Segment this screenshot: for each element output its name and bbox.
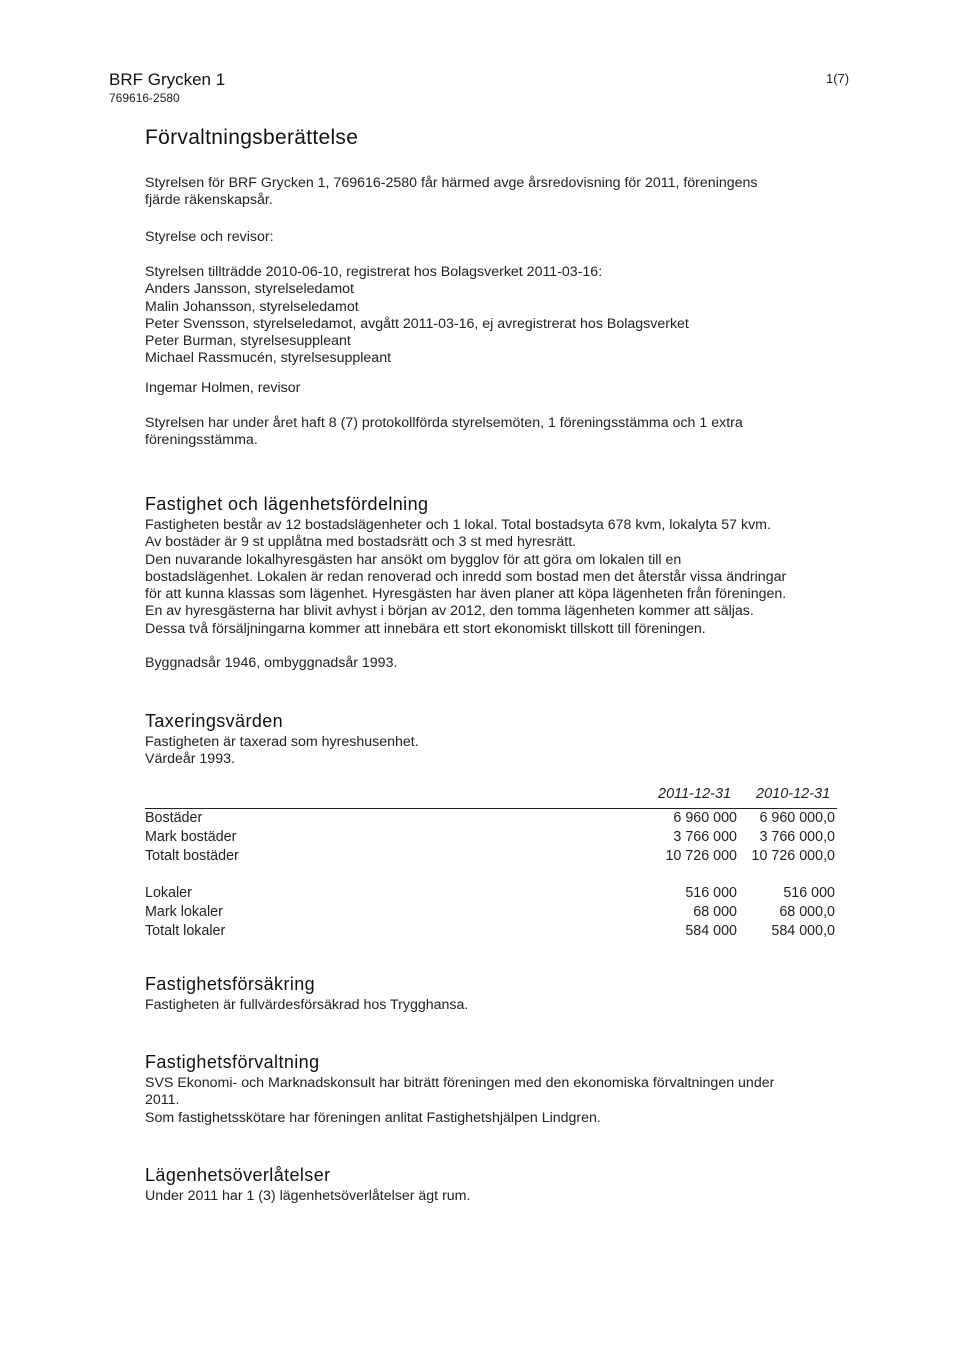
value-2010: 584 000,0 [771,923,835,939]
value-2010: 68 000,0 [779,904,835,920]
value-2010: 10 726 000,0 [751,848,835,864]
board-members [145,264,835,368]
board-member: Peter Svensson, styrelseledamot, avgått 2011-03-16, ej avregistrerat hos Bolagsverket [145,315,689,332]
value-2010: 3 766 000,0 [759,829,835,845]
section-heading-management: Fastighetsförvaltning [145,1052,320,1072]
document-title: Förvaltningsberättelse [145,126,359,149]
table-rule [145,808,837,809]
property-line: för att kunna klassas som lägenhet. Hyresgästen har även planer att köpa lägenheten från föreningen. [145,586,787,603]
management-paragraph [145,1075,835,1127]
table-row [145,829,837,847]
value-2011: 10 726 000 [665,848,737,864]
intro-line: Styrelsen för BRF Grycken 1, 769616-2580 får härmed avge årsredovisning för 2011, föreningens [145,175,758,191]
valuation-paragraph [145,734,835,769]
section-heading-property: Fastighet och lägenhetsfördelning [145,494,429,514]
section-heading-transfers: Lägenhetsöverlåtelser [145,1165,331,1185]
section-heading-valuation: Taxeringsvärden [145,711,284,731]
meetings-line: föreningsstämma. [145,432,258,449]
intro-paragraph [145,175,835,210]
management-line: Som fastighetsskötare har föreningen anlitat Fastighetshjälpen Lindgren. [145,1109,601,1126]
property-line: Den nuvarande lokalhyresgästen har ansökt om bygglov för att göra om lokalen till en [145,551,682,568]
table-row [145,885,837,903]
row-label: Mark lokaler [145,904,223,920]
section-heading-insurance: Fastighetsförsäkring [145,974,316,994]
row-label: Lokaler [145,885,192,901]
property-line: En av hyresgästerna har blivit avhyst i början av 2012, den tomma lägenheten kommer att säljas. [145,603,754,620]
row-label: Totalt bostäder [145,848,239,864]
board-heading: Styrelse och revisor: [145,229,274,245]
meetings-paragraph [145,415,835,450]
value-2010: 6 960 000,0 [759,810,835,826]
auditor: Ingemar Holmen, revisor [145,380,301,396]
value-2010: 516 000 [783,885,835,901]
table-row [145,904,837,922]
meetings-line: Styrelsen har under året haft 8 (7) protokollförda styrelsemöten, 1 föreningsstämma och 1 extra [145,415,743,431]
value-2011: 516 000 [685,885,737,901]
row-label: Totalt lokaler [145,923,226,939]
management-line: 2011. [145,1092,180,1109]
property-line: Av bostäder är 9 st upplåtna med bostadsrätt och 3 st med hyresrätt. [145,534,577,551]
value-2011: 3 766 000 [673,829,737,845]
valuation-line: Värdeår 1993. [145,751,235,768]
organization-name: BRF Grycken 1 [109,70,226,89]
organization-number: 769616-2580 [109,91,180,105]
value-2011: 68 000 [693,904,737,920]
row-label: Bostäder [145,810,203,826]
table-row [145,810,837,828]
board-line: Styrelsen tillträdde 2010-06-10, registrerat hos Bolagsverket 2011-03-16: [145,264,603,280]
board-member: Anders Jansson, styrelseledamot [145,281,354,298]
table-row [145,923,837,941]
table-row [145,848,837,866]
build-year: Byggnadsår 1946, ombyggnadsår 1993. [145,655,398,671]
board-member: Malin Johansson, styrelseledamot [145,298,359,315]
page-number: 1(7) [826,71,850,86]
board-member: Peter Burman, styrelsesuppleant [145,333,351,350]
board-member: Michael Rassmucén, styrelsesuppleant [145,350,392,367]
row-label: Mark bostäder [145,829,237,845]
transfers-text: Under 2011 har 1 (3) lägenhetsöverlåtelser ägt rum. [145,1188,471,1204]
column-header-2010: 2010-12-31 [756,786,831,802]
management-line: SVS Ekonomi- och Marknadskonsult har biträtt föreningen med den ekonomiska förvaltningen under [145,1075,775,1091]
intro-line: fjärde räkenskapsår. [145,192,273,209]
value-2011: 6 960 000 [673,810,737,826]
property-line: Fastigheten består av 12 bostadslägenheter och 1 lokal. Total bostadsyta 678 kvm, lokalyta 57 kvm. [145,517,771,533]
value-2011: 584 000 [685,923,737,939]
property-line: Dessa två försäljningarna kommer att innebära ett stort ekonomiskt tillskott till föreningen. [145,620,706,637]
insurance-text: Fastigheten är fullvärdesförsäkrad hos Trygghansa. [145,997,469,1013]
valuation-line: Fastigheten är taxerad som hyreshusenhet. [145,734,419,750]
column-header-2011: 2011-12-31 [658,786,732,802]
property-paragraph [145,517,835,638]
property-line: bostadslägenhet. Lokalen är redan renoverad och inredd som bostad men det återstår vissa ändringar [145,568,787,585]
